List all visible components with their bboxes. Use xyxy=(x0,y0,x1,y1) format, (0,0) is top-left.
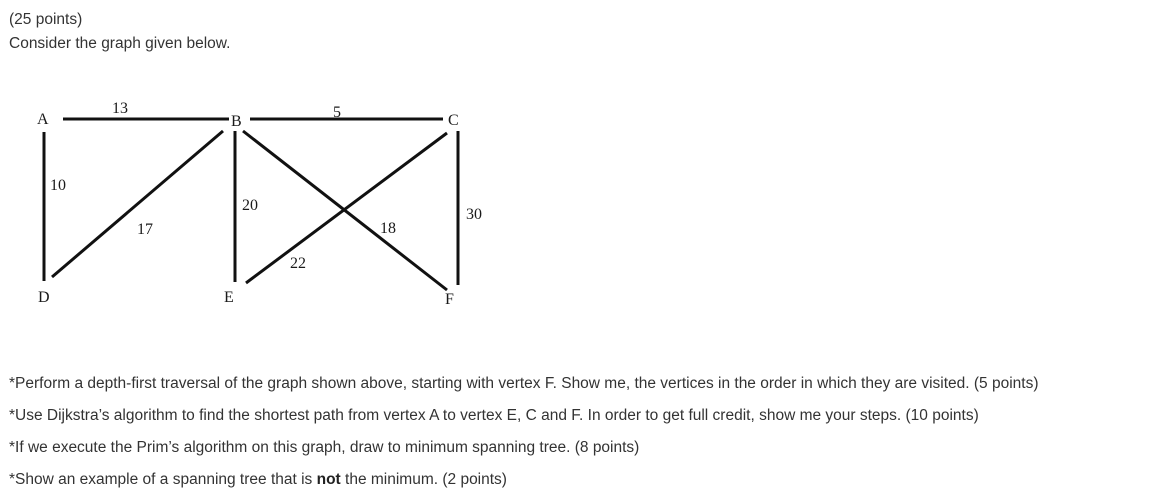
weight-a-d: 10 xyxy=(50,177,66,194)
weight-b-f: 18 xyxy=(380,220,396,237)
question-dijkstra: *Use Dijkstra’s algorithm to find the shortest path from vertex A to vertex E, C and F. In order to get full credit, show me your steps. (10 points) xyxy=(9,407,979,424)
question-dfs: *Perform a depth-first traversal of the graph shown above, starting with vertex F. Show me, the vertices in the order in which they are visited. (5 points) xyxy=(9,375,1039,392)
weight-c-e: 22 xyxy=(290,255,306,272)
weight-a-b: 13 xyxy=(112,100,128,117)
question-spanning-tree-text-1: *Show an example of a spanning tree that is xyxy=(9,471,317,488)
question-prim: *If we execute the Prim’s algorithm on this graph, draw to minimum spanning tree. (8 points) xyxy=(9,439,640,456)
question-spanning-tree-emphasis: not xyxy=(316,471,341,488)
vertex-c: C xyxy=(448,112,459,129)
points-heading: (25 points) xyxy=(9,11,83,28)
vertex-e: E xyxy=(224,289,234,306)
weight-c-f: 30 xyxy=(466,206,482,223)
vertex-d: D xyxy=(38,289,50,306)
vertex-f: F xyxy=(445,291,454,308)
vertex-b: B xyxy=(231,113,242,130)
vertex-a: A xyxy=(37,111,49,128)
weight-b-c: 5 xyxy=(333,104,341,121)
graph-diagram xyxy=(0,0,520,320)
weight-b-d: 17 xyxy=(137,221,153,238)
weight-b-e: 20 xyxy=(242,197,258,214)
edge-b-d xyxy=(52,131,223,277)
intro-text: Consider the graph given below. xyxy=(9,35,231,52)
question-spanning-tree-text-2: the minimum. (2 points) xyxy=(340,471,507,488)
question-spanning-tree xyxy=(9,470,507,490)
